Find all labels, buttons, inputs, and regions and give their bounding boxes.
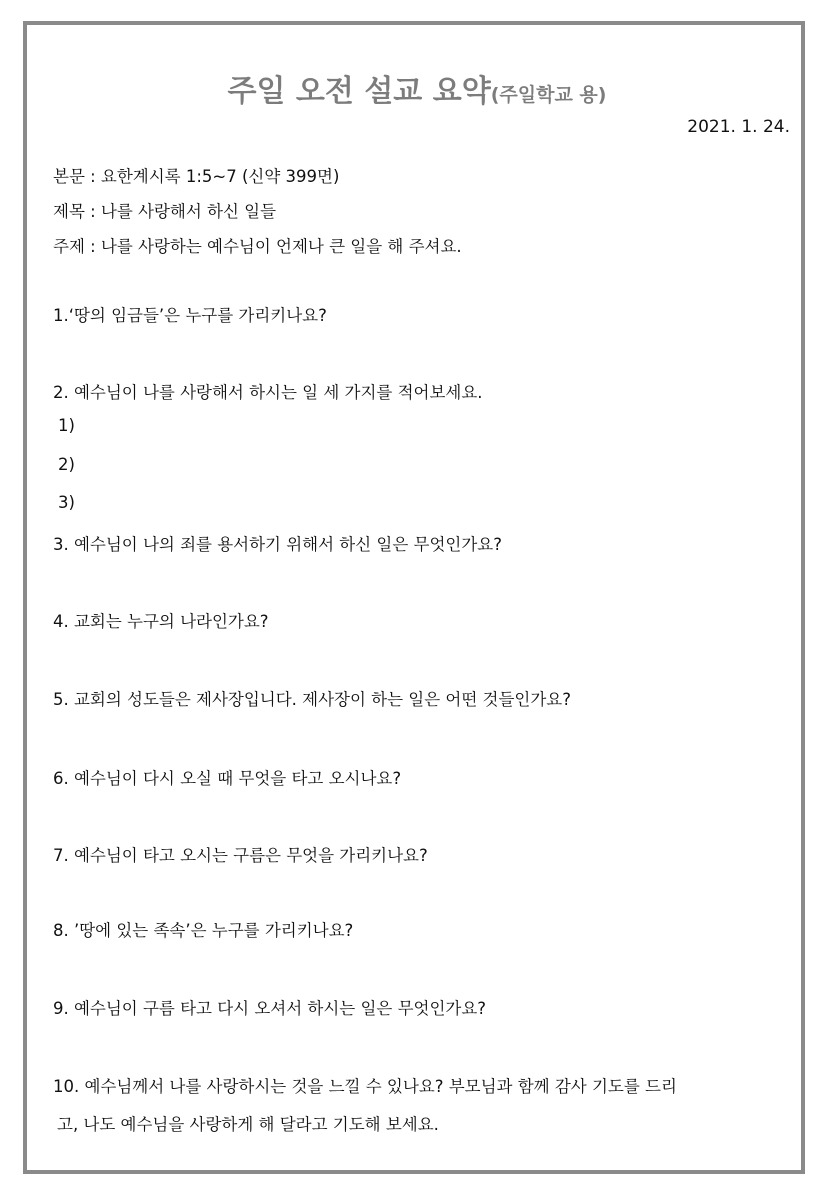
title-subtitle: (주일학교 용) xyxy=(490,84,607,106)
question-3: 3. 예수님이 나의 죄를 용서하기 위해서 하신 일은 무엇인가요? xyxy=(53,535,502,554)
question-1: 1.‘땅의 임금들’은 누구를 가리키나요? xyxy=(53,306,327,325)
question-2: 2. 예수님이 나를 사랑해서 하시는 일 세 가지를 적어보세요. xyxy=(53,383,483,402)
title-main: 주일 오전 설교 요약 xyxy=(227,74,491,109)
question-9: 9. 예수님이 구름 타고 다시 오셔서 하시는 일은 무엇인가요? xyxy=(53,999,487,1018)
question-10-continued: 고, 나도 예수님을 사랑하게 해 달라고 기도해 보세요. xyxy=(57,1115,439,1134)
answer-slot-1: 1) xyxy=(58,416,75,435)
answer-slot-3: 3) xyxy=(58,493,75,512)
question-7: 7. 예수님이 타고 오시는 구름은 무엇을 가리키나요? xyxy=(53,846,428,865)
sermon-theme: 주제 : 나를 사랑하는 예수님이 언제나 큰 일을 해 주셔요. xyxy=(53,237,462,256)
question-10: 10. 예수님께서 나를 사랑하시는 것을 느낄 수 있나요? 부모님과 함께 감사 기도를 드리 xyxy=(53,1077,677,1096)
question-5: 5. 교회의 성도들은 제사장입니다. 제사장이 하는 일은 어떤 것들인가요? xyxy=(53,690,571,709)
answer-slot-2: 2) xyxy=(58,455,75,474)
page-title xyxy=(0,66,834,110)
scripture-reference: 본문 : 요한계시록 1:5~7 (신약 399면) xyxy=(53,167,340,186)
question-8: 8. ’땅에 있는 족속’은 누구를 가리키나요? xyxy=(53,921,354,940)
sermon-date: 2021. 1. 24. xyxy=(687,117,790,137)
question-4: 4. 교회는 누구의 나라인가요? xyxy=(53,612,269,631)
question-6: 6. 예수님이 다시 오실 때 무엇을 타고 오시나요? xyxy=(53,769,402,788)
sermon-title: 제목 : 나를 사랑해서 하신 일들 xyxy=(53,202,277,221)
